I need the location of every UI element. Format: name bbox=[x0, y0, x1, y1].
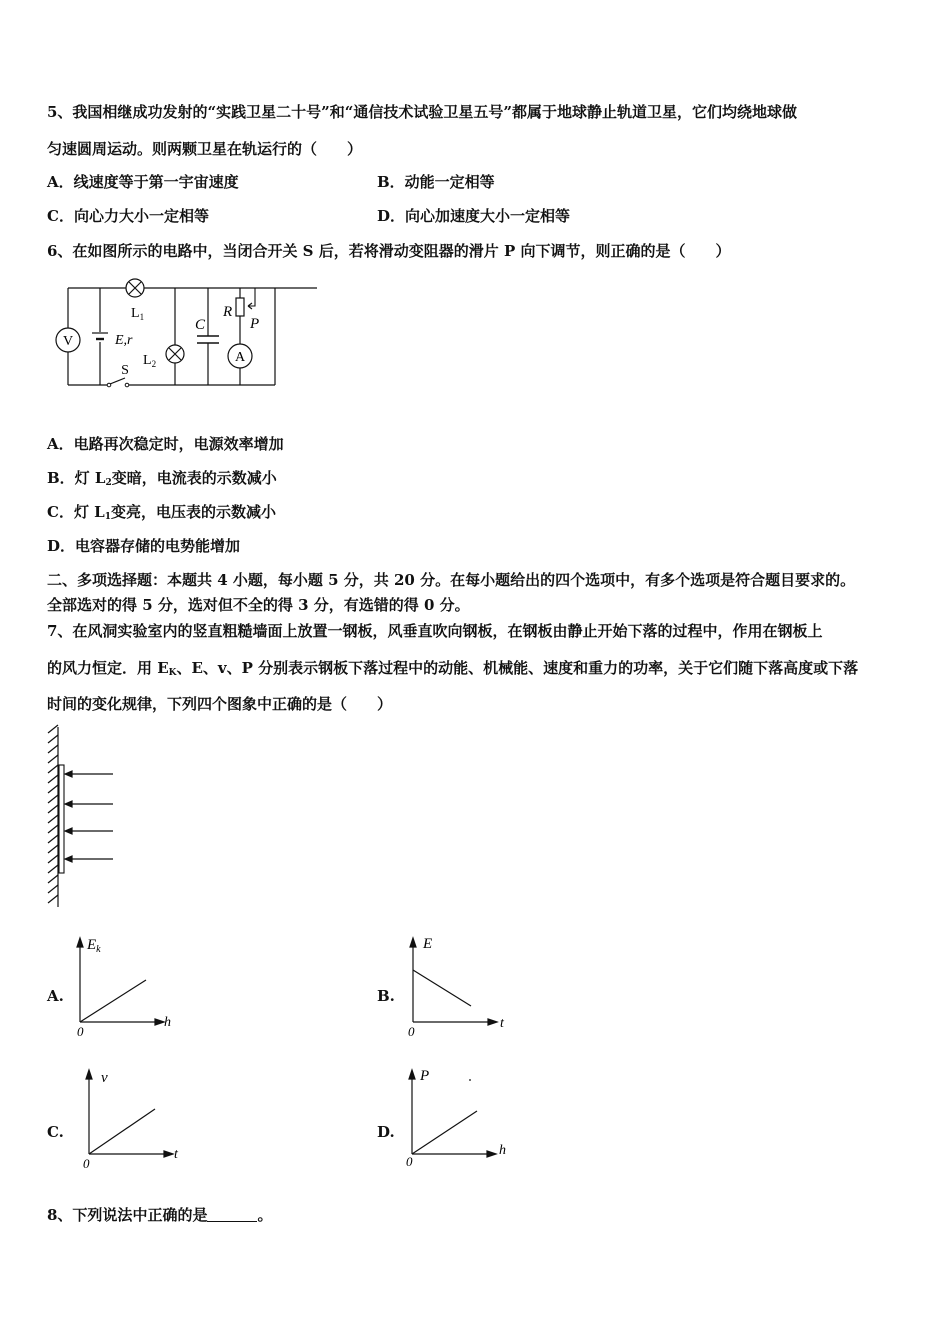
battery-label: E,r bbox=[115, 333, 133, 348]
q8-stem: 8、下列说法中正确的是 。 bbox=[47, 1206, 273, 1224]
q7-graph-c-label: C. bbox=[47, 1123, 64, 1141]
q6-option-b: B．灯 $L_2$变暗，电流表的示数减小 bbox=[47, 469, 277, 488]
svg-text:L2 bbox=[143, 353, 156, 369]
q8-answer-blank[interactable] bbox=[207, 1207, 257, 1222]
voltmeter-label: V bbox=[62, 334, 74, 349]
q6-option-a: A．电路再次稳定时，电源效率增加 bbox=[47, 435, 284, 453]
y-axis-label: E bbox=[423, 936, 433, 952]
q7-graph-c bbox=[77, 1066, 192, 1176]
ammeter-label: A bbox=[234, 350, 246, 365]
graph-line bbox=[412, 1111, 477, 1154]
q6-circuit-diagram bbox=[45, 276, 285, 391]
q5-option-a: A．线速度等于第一宇宙速度 bbox=[47, 173, 239, 191]
q5-option-d: D．向心加速度大小一定相等 bbox=[377, 207, 571, 225]
rheostat-label: R bbox=[223, 304, 233, 320]
lamp-l2-label: L bbox=[143, 353, 152, 368]
q7-stem-line2: 的风力恒定．用 $E_K$、E、v、P 分别表示钢板下落过程中的动能、机械能、速度和重力的功率，关于它们随下落高度或下落 bbox=[47, 659, 859, 678]
q7-graph-b-label: B. bbox=[377, 987, 395, 1005]
q5-stem-line2: 匀速圆周运动。则两颗卫星在轨运行的（ ） bbox=[47, 140, 363, 158]
steel-plate bbox=[59, 765, 64, 873]
x-axis-label: h bbox=[164, 1015, 171, 1030]
q7-graph-d-label: D. bbox=[377, 1123, 395, 1141]
q6-stem: 6、在如图所示的电路中，当闭合开关 S 后，若将滑动变阻器的滑片 P 向下调节，则正确的是（ ） bbox=[47, 242, 731, 260]
origin-label: 0 bbox=[77, 1024, 84, 1039]
graph-line bbox=[413, 970, 471, 1006]
origin-label: 0 bbox=[406, 1154, 413, 1169]
wall-hatching bbox=[48, 725, 58, 903]
section2-scoring: 全部选对的得 5 分，选对但不全的得 3 分，有选错的得 0 分。 bbox=[47, 596, 470, 614]
y-axis-label: E bbox=[87, 937, 97, 953]
y-axis-sub: k bbox=[96, 944, 101, 955]
y-axis-label: P bbox=[420, 1068, 430, 1084]
q7-stem-line1: 7、在风洞实验室内的竖直粗糙墙面上放置一钢板，风垂直吹向钢板，在钢板由静止开始下落的过程中，作用在钢板上 bbox=[47, 622, 823, 640]
rheostat-symbol bbox=[236, 298, 244, 316]
q7-graph-a bbox=[72, 934, 182, 1044]
lamp-l1-label: L bbox=[131, 306, 140, 321]
graph-line bbox=[89, 1109, 155, 1154]
q7-stem-line3: 时间的变化规律，下列四个图象中正确的是（ ） bbox=[47, 695, 393, 713]
q7-wind-tunnel-diagram bbox=[40, 725, 120, 910]
wind-arrows bbox=[65, 771, 113, 862]
q5-option-b: B．动能一定相等 bbox=[377, 173, 495, 191]
slider-label: P bbox=[250, 316, 260, 332]
section2-heading: 二、多项选择题：本题共 4 小题，每小题 5 分，共 20 分。在每小题给出的四个选项中，有多个选项是符合题目要求的。 bbox=[47, 571, 856, 589]
origin-label: 0 bbox=[83, 1156, 90, 1171]
svg-text:L1 bbox=[131, 306, 144, 322]
x-axis-label: t bbox=[500, 1016, 504, 1031]
q6-option-c: C．灯 $L_1$变亮，电压表的示数减小 bbox=[47, 503, 276, 522]
lamp-l1-sub: 1 bbox=[139, 312, 145, 322]
svg-text:Ek bbox=[86, 937, 101, 955]
x-axis-label: t bbox=[174, 1147, 178, 1162]
q6-option-d: D．电容器存储的电势能增加 bbox=[47, 537, 241, 555]
capacitor-label: C bbox=[195, 317, 206, 333]
q7-graph-a-label: A. bbox=[47, 987, 64, 1005]
origin-label: 0 bbox=[408, 1024, 415, 1039]
q5-stem-line1: 5、我国相继成功发射的“实践卫星二十号”和“通信技术试验卫星五号”都属于地球静止轨道卫星，它们均绕地球做 bbox=[47, 103, 797, 121]
lamp-l2-sub: 2 bbox=[151, 359, 157, 369]
q7-graph-d bbox=[400, 1066, 515, 1176]
x-axis-label: h bbox=[499, 1143, 506, 1158]
y-axis-label: v bbox=[101, 1070, 108, 1086]
q5-option-c: C．向心力大小一定相等 bbox=[47, 207, 209, 225]
graph-line bbox=[80, 980, 146, 1022]
q7-graph-b bbox=[401, 934, 516, 1044]
switch-label: S bbox=[121, 363, 129, 378]
